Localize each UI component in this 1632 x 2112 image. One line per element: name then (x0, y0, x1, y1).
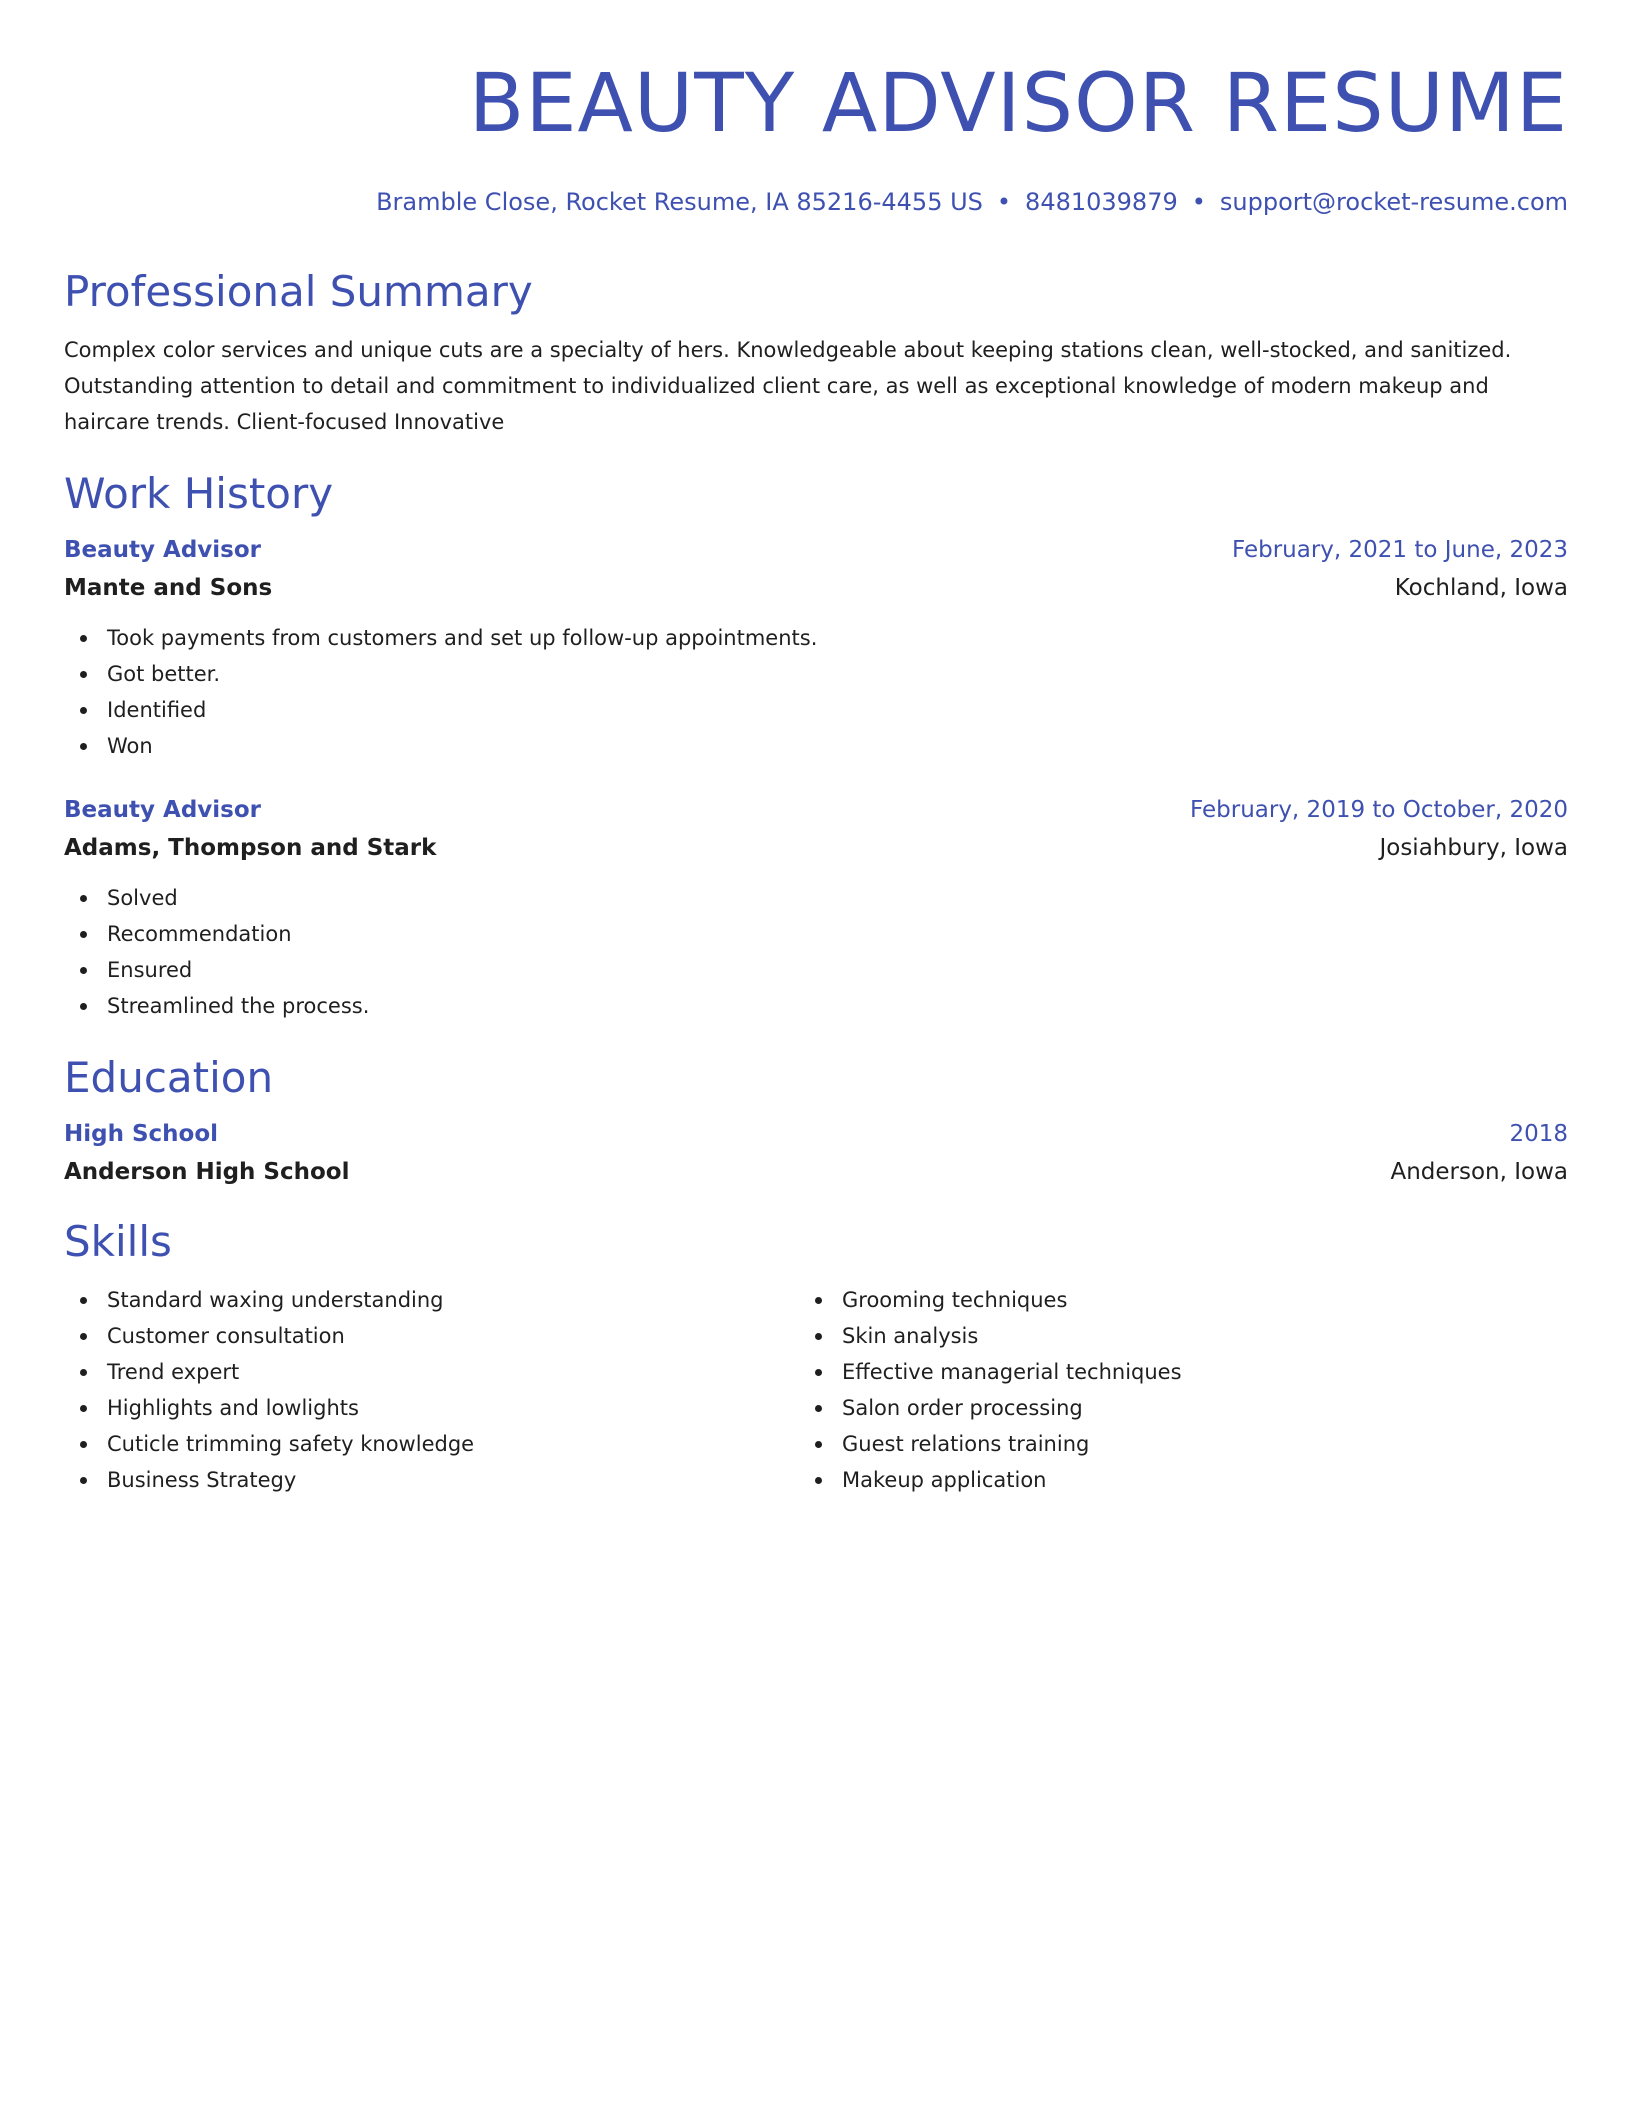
job-dates: February, 2021 to June, 2023 (1231, 537, 1568, 563)
skill-item: Standard waxing understanding (107, 1282, 799, 1318)
work-entry-header (64, 794, 1568, 826)
job-bullet: Recommendation (107, 916, 1568, 952)
work-entry-header (64, 534, 1568, 566)
work-entry-subheader (64, 572, 1568, 604)
skill-item: Skin analysis (842, 1318, 1534, 1354)
education-school: Anderson High School (64, 1159, 350, 1185)
summary-text: Complex color services and unique cuts are a specialty of hers. Knowledgeable about keeping stations clean, well-stocked, and sanitized. Outstanding attention to detail and commitment to individualized client care, as well as exceptional knowledge of modern makeup and haircare trends. Client-focused Innovative (64, 338, 1512, 434)
job-bullets (64, 880, 1568, 1024)
job-bullet: Streamlined the process. (107, 988, 1568, 1024)
contact-separator: • (996, 188, 1012, 216)
skills-heading: Skills (64, 1217, 172, 1266)
skills-list-left (64, 1282, 799, 1498)
job-location: Kochland, Iowa (1394, 575, 1568, 601)
skills-grid (64, 1282, 1568, 1498)
education-location: Anderson, Iowa (1390, 1159, 1568, 1185)
skill-item: Customer consultation (107, 1318, 799, 1354)
job-bullet: Took payments from customers and set up follow-up appointments. (107, 620, 1568, 656)
skill-item: Highlights and lowlights (107, 1390, 799, 1426)
job-bullet: Got better. (107, 656, 1568, 692)
education-year: 2018 (1509, 1121, 1568, 1147)
contact-phone: 8481039879 (1025, 188, 1178, 216)
job-role: Beauty Advisor (64, 797, 261, 823)
skill-item: Guest relations training (842, 1426, 1534, 1462)
summary-heading: Professional Summary (64, 267, 533, 316)
skill-item: Business Strategy (107, 1462, 799, 1498)
job-role: Beauty Advisor (64, 537, 261, 563)
skill-item: Makeup application (842, 1462, 1534, 1498)
job-bullet: Won (107, 728, 1568, 764)
skill-item: Cuticle trimming safety knowledge (107, 1426, 799, 1462)
job-bullet: Solved (107, 880, 1568, 916)
job-bullet: Ensured (107, 952, 1568, 988)
education-entry-subheader (64, 1156, 1568, 1188)
skill-item: Grooming techniques (842, 1282, 1534, 1318)
job-bullets (64, 620, 1568, 764)
work-history-heading: Work History (64, 469, 334, 518)
skill-item: Effective managerial techniques (842, 1354, 1534, 1390)
contact-email[interactable]: support@rocket-resume.com (1219, 188, 1568, 216)
work-entry (64, 534, 1568, 764)
job-dates: February, 2019 to October, 2020 (1190, 797, 1568, 823)
work-entry-subheader (64, 832, 1568, 864)
education-entry (64, 1118, 1568, 1188)
job-company: Mante and Sons (64, 575, 273, 601)
job-location: Josiahbury, Iowa (1379, 835, 1568, 861)
skills-list-right (799, 1282, 1534, 1498)
resume-title: BEAUTY ADVISOR RESUME (468, 57, 1568, 151)
education-entry-header (64, 1118, 1568, 1150)
skill-item: Salon order processing (842, 1390, 1534, 1426)
contact-address: Bramble Close, Rocket Resume, IA 85216-4455 US (376, 188, 983, 216)
education-heading: Education (64, 1053, 274, 1102)
work-entry (64, 794, 1568, 1024)
contact-separator: • (1191, 188, 1206, 216)
job-company: Adams, Thompson and Stark (64, 835, 437, 861)
job-bullet: Identified (107, 692, 1568, 728)
education-degree: High School (64, 1121, 219, 1147)
contact-line (64, 186, 1568, 218)
skill-item: Trend expert (107, 1354, 799, 1390)
